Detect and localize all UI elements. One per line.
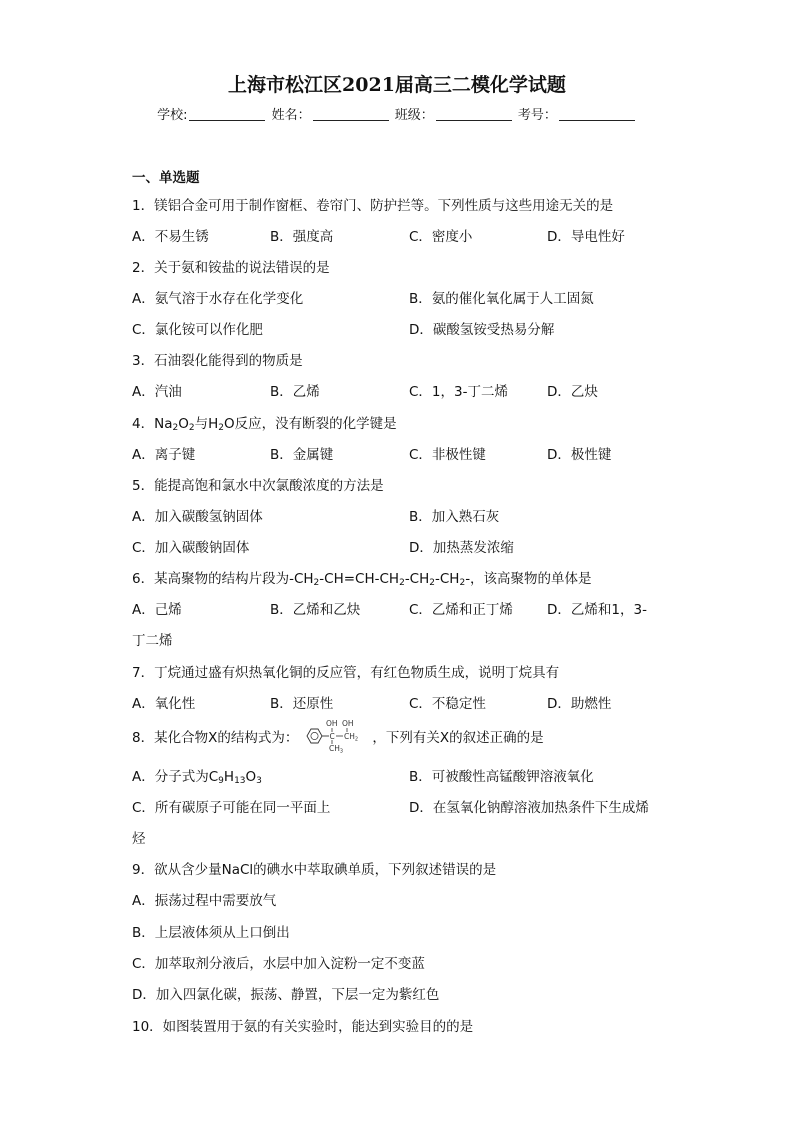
q9-stem: 9．欲从含少量NaCl的碘水中萃取碘单质，下列叙述错误的是 — [132, 862, 497, 878]
q8-option-b: B．可被酸性高锰酸钾溶液氧化 — [409, 769, 594, 785]
q5-option-b: B．加入熟石灰 — [409, 509, 500, 525]
q9-option-b: B．上层液体须从上口倒出 — [132, 925, 290, 941]
compound-x-structure-image — [302, 718, 368, 754]
q8-option-c: C．所有碳原子可能在同一平面上 — [132, 800, 331, 816]
class-blank[interactable] — [436, 107, 512, 121]
q3-option-c: C．1，3-丁二烯 — [409, 384, 508, 400]
q5-option-a: A．加入碳酸氢钠固体 — [132, 509, 263, 525]
q10-stem: 10．如图装置用于氨的有关实验时，能达到实验目的的是 — [132, 1019, 474, 1035]
q1-option-d: D．导电性好 — [547, 229, 625, 245]
q9-option-d: D．加入四氯化碳，振荡、静置，下层一定为紫红色 — [132, 987, 440, 1003]
name-blank[interactable] — [313, 107, 389, 121]
q9-option-c: C．加萃取剂分液后，水层中加入淀粉一定不变蓝 — [132, 956, 425, 972]
q6-option-d-continued: 丁二烯 — [132, 633, 173, 649]
school-label: 学校: — [157, 108, 188, 123]
q1-option-a: A．不易生锈 — [132, 229, 209, 245]
q8-option-d-continued: 烃 — [132, 831, 146, 847]
class-label: 班级： — [394, 108, 434, 123]
number-blank[interactable] — [559, 107, 635, 121]
q8-option-a: A．分子式为$C_9H_{13}O_3$ — [132, 769, 262, 786]
q6-option-a: A．己烯 — [132, 602, 182, 618]
mol-ch3-label: $CH_3$ — [329, 744, 344, 754]
q8-option-d: D．在氢氧化钠醇溶液加热条件下生成烯 — [409, 800, 649, 816]
q7-option-a: A．氧化性 — [132, 696, 196, 712]
q4-option-d: D．极性键 — [547, 447, 612, 463]
q5-option-d: D．加热蒸发浓缩 — [409, 540, 514, 556]
q8-stem: 8．某化合物X的结构式为： OH OH C $CH_2$ $CH_3$ ，下列有关X的叙述正确的是 — [132, 719, 544, 754]
q1-option-c: C．密度小 — [409, 229, 473, 245]
page-title: 上海市松江区2021届高三二模化学试题 — [228, 74, 566, 96]
number-label: 考号： — [517, 108, 557, 123]
mol-ch2-label: $CH_2$ — [344, 732, 359, 743]
name-label: 姓名： — [271, 108, 311, 123]
q2-option-a: A．氨气溶于水存在化学变化 — [132, 291, 304, 307]
q2-option-b: B．氨的催化氧化属于人工固氮 — [409, 291, 594, 307]
mol-oh-label-2: OH — [342, 719, 354, 728]
q7-option-b: B．还原性 — [270, 696, 334, 712]
section-heading: 一、单选题 — [132, 170, 200, 186]
q4-option-a: A．离子键 — [132, 447, 196, 463]
q4-stem: 4．$Na_2O_2$与$H_2O$反应，没有断裂的化学键是 — [132, 416, 397, 433]
q5-stem: 5．能提高饱和氯水中次氯酸浓度的方法是 — [132, 478, 384, 494]
q2-option-c: C．氯化铵可以作化肥 — [132, 322, 263, 338]
q9-option-a: A．振荡过程中需要放气 — [132, 893, 277, 909]
q2-stem: 2．关于氨和铵盐的说法错误的是 — [132, 260, 330, 276]
q6-option-d: D．乙烯和1，3- — [547, 602, 647, 618]
q3-option-a: A．汽油 — [132, 384, 182, 400]
q3-option-b: B．乙烯 — [270, 384, 320, 400]
mol-oh-label-1: OH — [326, 719, 338, 728]
q2-option-d: D．碳酸氢铵受热易分解 — [409, 322, 555, 338]
q3-stem: 3．石油裂化能得到的物质是 — [132, 353, 303, 369]
q6-option-c: C．乙烯和正丁烯 — [409, 602, 513, 618]
q4-option-c: C．非极性键 — [409, 447, 486, 463]
q5-option-c: C．加入碳酸钠固体 — [132, 540, 250, 556]
q1-stem: 1．镁铝合金可用于制作窗框、卷帘门、防护拦等。下列性质与这些用途无关的是 — [132, 198, 614, 214]
q4-option-b: B．金属键 — [270, 447, 334, 463]
student-info-row — [0, 104, 794, 123]
q7-option-d: D．助燃性 — [547, 696, 612, 712]
mol-c-label: C — [329, 732, 336, 741]
q6-option-b: B．乙烯和乙炔 — [270, 602, 361, 618]
q7-option-c: C．不稳定性 — [409, 696, 486, 712]
q6-stem: 6．某高聚物的结构片段为$-CH_2-CH=CH-CH_2-CH_2-CH_2-$，该高聚物的单体是 — [132, 571, 592, 588]
q1-option-b: B．强度高 — [270, 229, 334, 245]
q7-stem: 7．丁烷通过盛有炽热氧化铜的反应管，有红色物质生成，说明丁烷具有 — [132, 665, 560, 681]
school-blank[interactable] — [189, 107, 265, 121]
q3-option-d: D．乙炔 — [547, 384, 598, 400]
